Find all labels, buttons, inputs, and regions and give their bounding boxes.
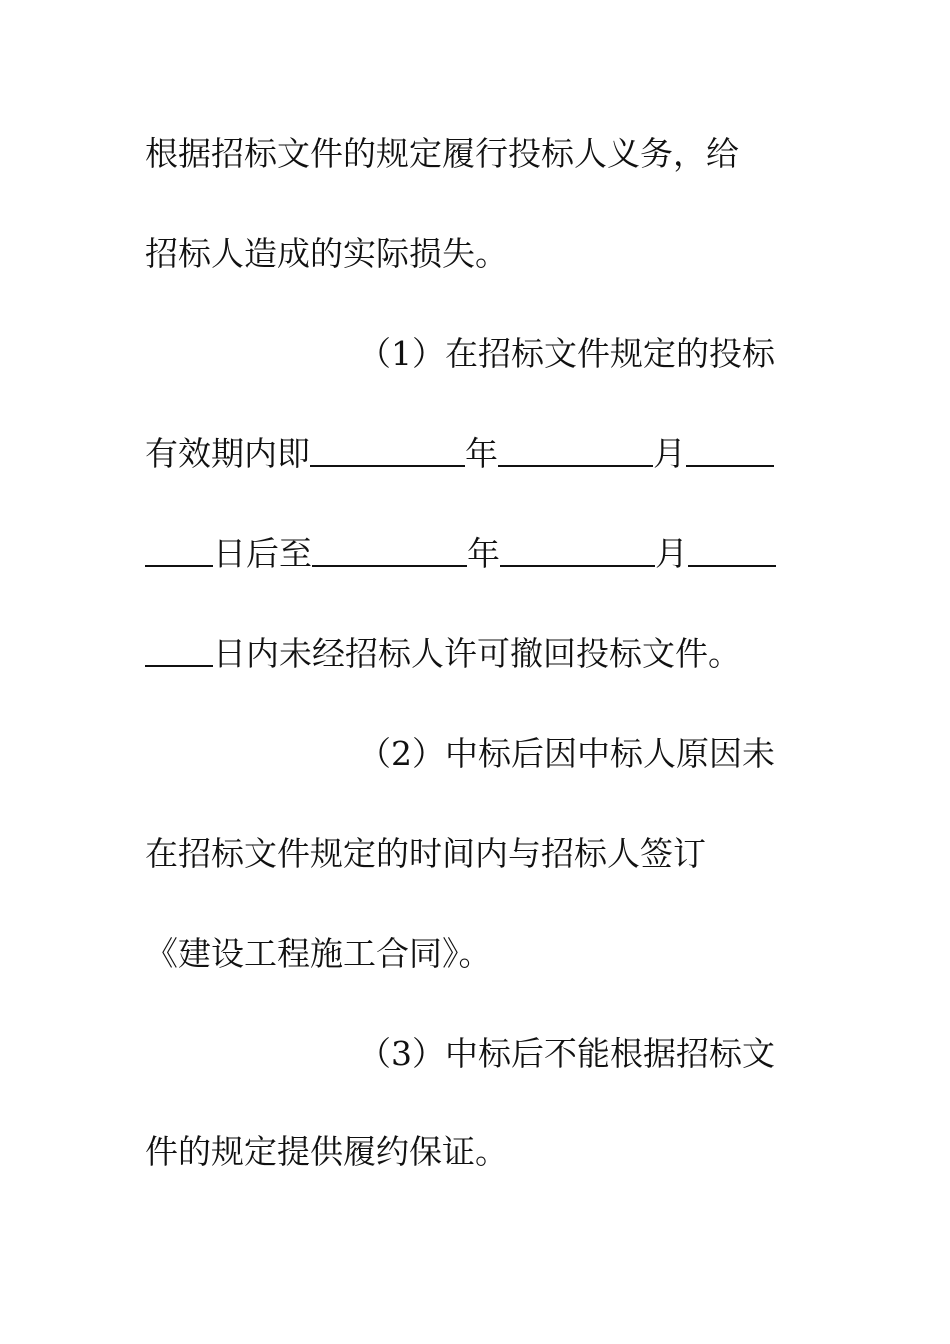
paragraph-line-2: 招标人造成的实际损失。 <box>145 234 508 273</box>
clause-1-line-3: 日后至 年 月 <box>145 530 795 578</box>
clause-2-line-1: （2）中标后因中标人原因未 <box>358 734 775 773</box>
year-blank-1[interactable] <box>310 435 465 467</box>
day-blank-2-end[interactable] <box>145 635 213 667</box>
year-blank-2[interactable] <box>312 535 467 567</box>
clause-2-line-3: 《建设工程施工合同》。 <box>145 934 492 973</box>
paragraph-line-1: 根据招标文件的规定履行投标人义务，给 <box>145 134 739 173</box>
day-blank-1-end[interactable] <box>145 535 213 567</box>
clause-3-line-1: （3）中标后不能根据招标文 <box>358 1034 775 1073</box>
month-blank-2[interactable] <box>500 535 655 567</box>
day-blank-1-start[interactable] <box>686 435 774 467</box>
day-blank-2-start[interactable] <box>688 535 776 567</box>
clause-1-line-1: （1）在招标文件规定的投标 <box>358 334 775 373</box>
month-blank-1[interactable] <box>498 435 653 467</box>
clause-1-line-2: 有效期内即 年 月 <box>145 430 795 478</box>
clause-2-line-2: 在招标文件规定的时间内与招标人签订 <box>145 834 706 873</box>
clause-3-line-2: 件的规定提供履约保证。 <box>145 1132 508 1171</box>
clause-1-line-4: 日内未经招标人许可撤回投标文件。 <box>145 630 795 678</box>
